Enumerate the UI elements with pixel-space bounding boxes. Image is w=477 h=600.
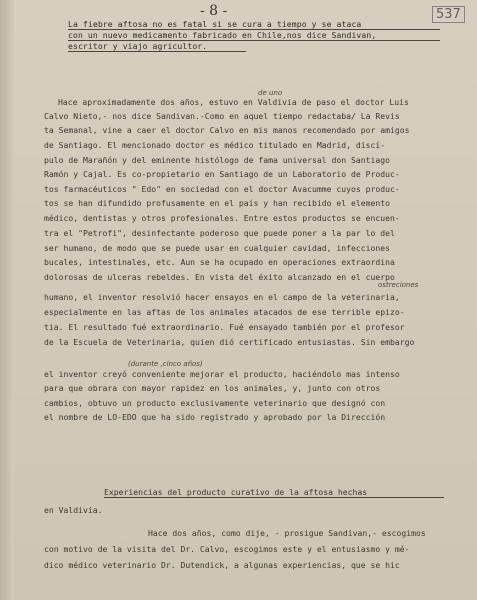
archive-stamp-number: 537 bbox=[432, 6, 465, 23]
body-line-17: de la Escuela de Veterinaria, quien dió certificado entusiastas. Sin embargo bbox=[44, 337, 415, 347]
title-line-1: La fiebre aftosa no es fatal si se cura a tiempo y se ataca bbox=[68, 19, 362, 29]
handwritten-insert-mid: (durante ,cinco años) bbox=[128, 360, 203, 368]
body-line-11: ser humano, de modo que se puede usar en cualquier cavidad, infecciones bbox=[44, 243, 390, 253]
title-line-3: escritor y viajo agricultor. bbox=[68, 41, 208, 51]
body-line-5: pulo de Marañón y del eminente histólogo de fama universal don Santiago bbox=[44, 155, 390, 165]
handwritten-insert-above: de uno bbox=[258, 89, 283, 97]
title-underline-2 bbox=[68, 40, 440, 41]
title-line-2: con un nuevo medicamento fabricado en Chile,nos dice Sandivan, bbox=[68, 30, 377, 40]
body-line-3: ta Semanal, vine a caer el doctor Calvo en mis manos recomendado por amigos bbox=[44, 125, 410, 135]
body-line-9: médico, dentistas y otros profesionales. Entre estos productos se encuen- bbox=[44, 213, 400, 223]
body-line-20: cambios, obtuvo un producto exclusivamente veterinario que designó con bbox=[44, 398, 386, 408]
subheading-underline bbox=[104, 497, 444, 498]
body-line-21: el nombre de LO-EDO que ha sido registrado y aprobado por la Dirección bbox=[44, 412, 386, 422]
body-line-19: para que obrara con mayor rapidez en los animales, y, junto con otros bbox=[44, 383, 381, 393]
body-line-1: Hace aproximadamente dos años, estuvo en Valdivia de paso el doctor Luis bbox=[58, 97, 409, 107]
body-line-18: el inventor creyó conveniente mejorar el producto, haciéndolo mas intenso bbox=[44, 369, 400, 379]
body-line-7: tos farmacéuticos " Edo" en sociedad con el doctor Avacumme cuyos produc- bbox=[44, 184, 400, 194]
page-number: - 8 - bbox=[200, 3, 228, 19]
body-line-12: bucales, intestinales, etc. Aun se ha ocupado en operaciones extraordina bbox=[44, 257, 395, 267]
handwritten-margin-note: ostreciones bbox=[378, 281, 419, 289]
body-line-8: tos se han difundido profusamente en el país y han recibido el elemento bbox=[44, 198, 390, 208]
body-line-6: Ramón y Cajal. Es co-propietario en Santiago de un Laboratorio de Produc- bbox=[44, 169, 400, 179]
title-underline-1 bbox=[68, 29, 440, 30]
body-line-13: dolorosas de ulceras rebeldes. En vista del éxito alcanzado en el cuerpo bbox=[44, 272, 395, 282]
body-line-14: humano, el inventor resolvió hacer ensayos en el campo de la veterinaria, bbox=[44, 292, 400, 302]
closing-line-2: con motivo de la visita del Dr. Calvo, escogimos este y el entusiasmo y mé- bbox=[44, 544, 410, 554]
body-line-10: tra el "Petrofi", desinfectante poderoso que puede poner a la par lo del bbox=[44, 228, 395, 238]
subheading-line-1: Experiencias del producto curativo de la aftosa hechas bbox=[104, 487, 368, 497]
subheading-line-2: en Valdivia. bbox=[44, 505, 103, 515]
title-underline-3 bbox=[68, 51, 246, 52]
body-line-4: de Santiago. El mencionado doctor es médico titulado en Madrid, discí- bbox=[44, 140, 386, 150]
closing-line-3: dico médico veterinario Dr. Dutendick, a algunas experiencias, que se hic bbox=[44, 560, 400, 570]
closing-line-1: Hace dos años, como dije, - prosigue Sandivan,- escogimos bbox=[148, 528, 426, 538]
body-line-15: especialmente en las aftas de los animales atacados de ese terrible epizo- bbox=[44, 307, 405, 317]
body-line-2: Calvo Nieto,- nos dice Sandivan.-Como en aquel tiempo redactaba/ La Revis bbox=[44, 111, 400, 121]
body-line-16: tia. El resultado fué extraordinario. Fué ensayado también por el profesor bbox=[44, 322, 405, 332]
